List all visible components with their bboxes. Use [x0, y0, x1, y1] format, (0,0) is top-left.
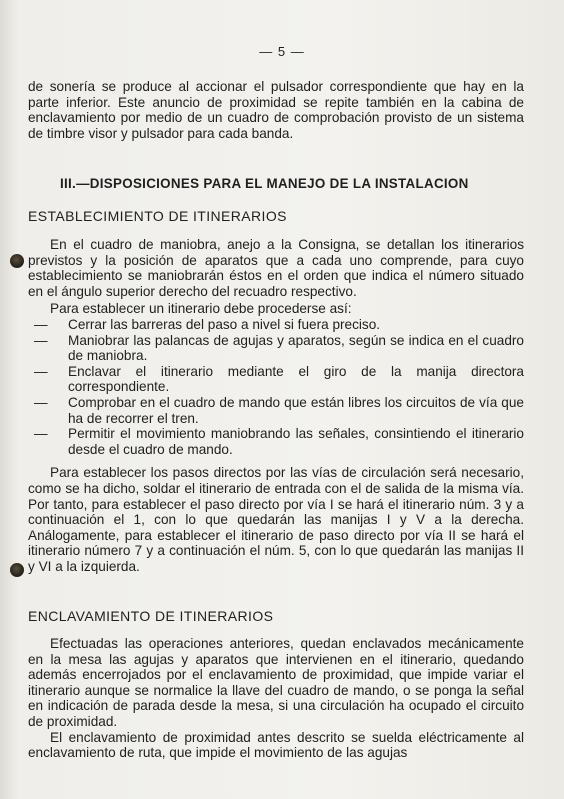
paragraph: En el cuadro de maniobra, anejo a la Consigna, se detallan los itinerarios previstos y la posición de aparatos que a cada uno comprende, para cuyo establecimiento se maniobrarán éstos en el orden que indica el número situado en el ángulo superior derecho del recuadro respectivo.	[28, 237, 524, 299]
list-item	[28, 317, 524, 333]
step-text: Enclavar el itinerario mediante el giro de la manija directora correspondiente.	[68, 363, 524, 395]
subsection-heading-itinerarios: ESTABLECIMIENTO DE ITINERARIOS	[28, 208, 287, 224]
paragraph: Para establecer los pasos directos por las vías de circulación será necesario, como se ha dicho, soldar el itinerario de entrada con el de salida de la misma vía. Por tanto, para establecer el paso directo por vía I se hará el itinerario núm. 3 y a continuación el 1, con lo que quedarán las manijas I y V a la derecha. Análogamente, para establecer el itinerario de paso directo por vía II se hará el itinerario número 7 y a continuación el núm. 5, con lo que quedarán las manijas II y VI a la izquierda.	[28, 465, 524, 574]
paragraph: El enclavamiento de proximidad antes descrito se suelda eléctricamente al enclavamiento de ruta, que impide el movimiento de las agujas	[28, 729, 524, 761]
list-item	[28, 395, 524, 426]
dash: —	[34, 332, 48, 348]
step-text: Maniobrar las palancas de agujas y aparatos, según se indica en el cuadro de maniobra.	[68, 332, 524, 364]
step-text: Permitir el movimiento maniobrando las señales, consintiendo el itinerario desde el cuadro de mando.	[68, 426, 524, 457]
subsection1-body	[28, 237, 524, 574]
intro-paragraph: de sonería se produce al accionar el pulsador correspondiente que hay en la parte inferior. Este anuncio de proximidad se repite también en la cabina de enclavamiento por medio de un cuadro de comprobación provisto de un sistema de timbre visor y pulsador para cada banda.	[28, 79, 524, 141]
list-item	[28, 426, 524, 457]
page-number: — 5 —	[259, 44, 305, 59]
paragraph: Efectuadas las operaciones anteriores, quedan enclavados mecánicamente en la mesa las agujas y aparatos que intervienen en el itinerario, quedando además encerrojados por el enclavamiento de proximidad, que impide variar el itinerario aunque se normalice la llave del cuadro de mando, o se ponga la señal en indicación de parada desde la mesa, si una circulación ha ocupado el circuito de proximidad.	[28, 636, 524, 729]
list-item	[28, 333, 524, 364]
subsection-heading-enclavamiento: ENCLAVAMIENTO DE ITINERARIOS	[28, 608, 274, 624]
dash: —	[34, 394, 48, 410]
list-intro: Para establecer un itinerario debe procederse así:	[50, 301, 352, 317]
binder-hole	[10, 563, 24, 577]
section-heading: III.—DISPOSICIONES PARA EL MANEJO DE LA INSTALACION	[60, 176, 469, 191]
dash: —	[34, 426, 48, 442]
dash: —	[34, 316, 48, 332]
intro-block	[28, 79, 524, 141]
step-text: Comprobar en el cuadro de mando que están libres los circuitos de vía que ha de recorrer el tren.	[68, 394, 524, 426]
steps-list	[28, 317, 524, 457]
binder-hole	[10, 254, 24, 268]
list-item	[28, 364, 524, 395]
step-text: Cerrar las barreras del paso a nivel si fuera preciso.	[68, 316, 381, 332]
subsection2-body	[28, 636, 524, 761]
dash: —	[34, 363, 48, 379]
